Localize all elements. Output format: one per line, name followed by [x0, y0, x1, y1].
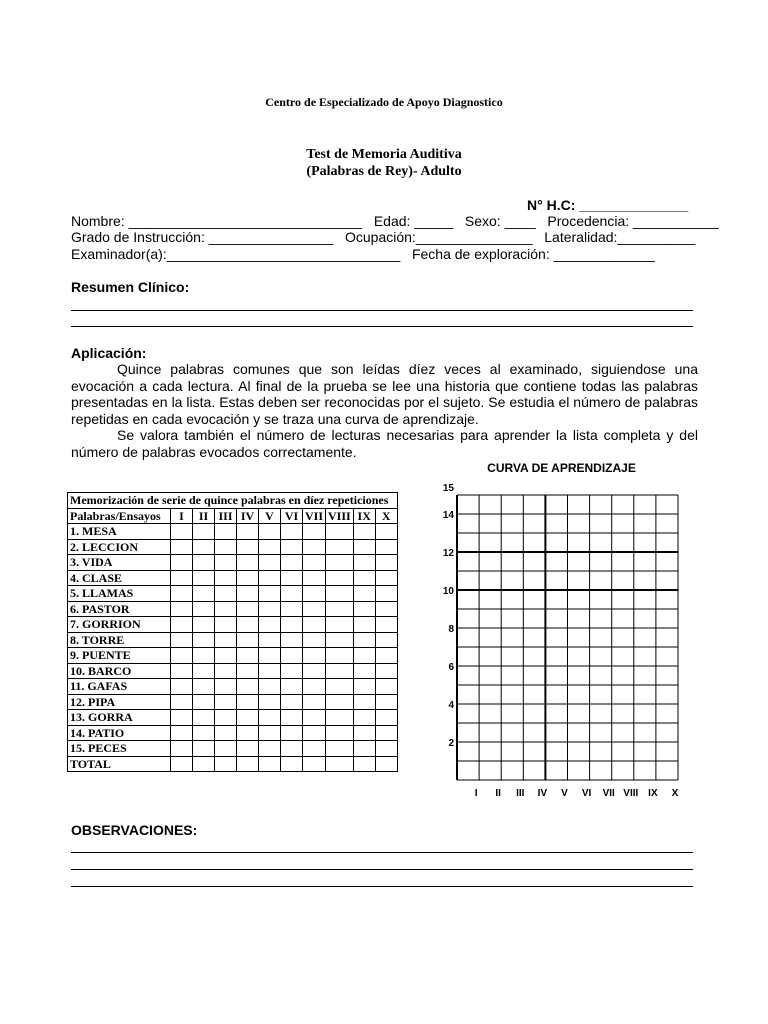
score-cell[interactable]	[193, 601, 215, 617]
x-tick-label: I	[474, 788, 478, 799]
score-cell[interactable]	[353, 679, 375, 695]
score-cell[interactable]	[237, 679, 259, 695]
trial-header: I	[171, 508, 193, 524]
score-cell[interactable]	[259, 741, 281, 757]
score-cell[interactable]	[281, 601, 303, 617]
word-label: 3. VIDA	[68, 555, 171, 571]
score-cell[interactable]	[281, 741, 303, 757]
table-row	[68, 725, 398, 741]
form-row-nombre[interactable]: Nombre: ______________________________ Edad: _____ Sexo: ____ Procedencia: ___________	[71, 213, 719, 229]
score-cell[interactable]	[326, 725, 354, 741]
score-cell[interactable]	[375, 617, 397, 633]
score-cell[interactable]	[215, 694, 237, 710]
word-label: 14. PATIO	[68, 725, 171, 741]
aplicacion-heading: Aplicación:	[71, 345, 147, 361]
score-cell[interactable]	[281, 756, 303, 772]
x-tick-label: V	[561, 788, 568, 799]
word-label: 4. CLASE	[68, 570, 171, 586]
score-cell[interactable]	[326, 679, 354, 695]
score-cell[interactable]	[326, 632, 354, 648]
score-cell[interactable]	[237, 570, 259, 586]
score-cell[interactable]	[259, 694, 281, 710]
table-first-header: Palabras/Ensayos	[68, 508, 171, 524]
table-caption: Memorización de serie de quince palabras en díez repeticiones	[68, 493, 398, 509]
score-cell[interactable]	[193, 756, 215, 772]
y-tick-label: 15	[442, 483, 454, 494]
score-cell[interactable]	[171, 617, 193, 633]
score-cell[interactable]	[353, 756, 375, 772]
score-cell[interactable]	[237, 756, 259, 772]
score-cell[interactable]	[281, 524, 303, 540]
table-row	[68, 679, 398, 695]
score-cell[interactable]	[281, 570, 303, 586]
trial-header: X	[375, 508, 397, 524]
score-cell[interactable]	[215, 524, 237, 540]
score-cell[interactable]	[171, 741, 193, 757]
resumen-line[interactable]	[71, 326, 693, 327]
word-label: 7. GORRION	[68, 617, 171, 633]
score-cell[interactable]	[303, 679, 326, 695]
score-cell[interactable]	[326, 570, 354, 586]
trial-header: IV	[237, 508, 259, 524]
score-cell[interactable]	[303, 586, 326, 602]
aplicacion-paragraph-1: Quince palabras comunes que son leídas díez veces al examinado, siguiendose una evocación a cada lectura. Al final de la prueba se lee una historia que contiene todas las palabras presentadas en la lista. Estas deben ser reconocidas por el sujeto. Se estudia el número de palabras repetidas en cada evocación y se traza una curva de aprendizaje.	[71, 361, 698, 427]
score-cell[interactable]	[281, 617, 303, 633]
score-cell[interactable]	[303, 524, 326, 540]
score-cell[interactable]	[215, 632, 237, 648]
observaciones-line[interactable]	[71, 886, 693, 887]
score-cell[interactable]	[353, 617, 375, 633]
table-row	[68, 632, 398, 648]
score-cell[interactable]	[215, 648, 237, 664]
x-tick-label: VI	[581, 788, 592, 799]
score-cell[interactable]	[303, 539, 326, 555]
score-cell[interactable]	[215, 617, 237, 633]
trial-header: VI	[281, 508, 303, 524]
y-tick-label: 10	[442, 586, 454, 597]
word-label: 13. GORRA	[68, 710, 171, 726]
score-cell[interactable]	[375, 710, 397, 726]
score-cell[interactable]	[171, 648, 193, 664]
score-cell[interactable]	[353, 555, 375, 571]
score-cell[interactable]	[281, 710, 303, 726]
score-cell[interactable]	[375, 756, 397, 772]
y-tick-label: 8	[448, 624, 454, 635]
table-row	[68, 539, 398, 555]
table-body	[68, 524, 398, 772]
score-cell[interactable]	[326, 586, 354, 602]
score-cell[interactable]	[303, 725, 326, 741]
score-cell[interactable]	[259, 725, 281, 741]
score-cell[interactable]	[375, 555, 397, 571]
y-tick-label: 6	[448, 662, 454, 673]
score-cell[interactable]	[171, 694, 193, 710]
y-tick-label: 2	[448, 738, 454, 749]
table-row	[68, 524, 398, 540]
score-cell[interactable]	[326, 555, 354, 571]
word-label: 5. LLAMAS	[68, 586, 171, 602]
word-label: TOTAL	[68, 756, 171, 772]
word-label: 6. PASTOR	[68, 601, 171, 617]
score-cell[interactable]	[237, 710, 259, 726]
observaciones-line[interactable]	[71, 869, 693, 870]
table-row	[68, 601, 398, 617]
trial-header: V	[259, 508, 281, 524]
score-cell[interactable]	[215, 539, 237, 555]
score-cell[interactable]	[259, 570, 281, 586]
score-cell[interactable]	[171, 663, 193, 679]
observaciones-line[interactable]	[71, 852, 693, 853]
score-cell[interactable]	[353, 570, 375, 586]
x-tick-label: III	[516, 788, 525, 799]
table-row	[68, 663, 398, 679]
memorization-table	[67, 492, 398, 772]
table-row	[68, 710, 398, 726]
score-cell[interactable]	[326, 741, 354, 757]
trial-header: IX	[353, 508, 375, 524]
score-cell[interactable]	[171, 539, 193, 555]
table-row	[68, 741, 398, 757]
score-cell[interactable]	[281, 586, 303, 602]
score-cell[interactable]	[215, 570, 237, 586]
score-cell[interactable]	[237, 694, 259, 710]
score-cell[interactable]	[237, 539, 259, 555]
score-cell[interactable]	[193, 570, 215, 586]
score-cell[interactable]	[193, 617, 215, 633]
score-cell[interactable]	[259, 617, 281, 633]
score-cell[interactable]	[215, 555, 237, 571]
aplicacion-paragraph-2: Se valora también el número de lecturas necesarias para aprender la lista completa y del número de palabras evocados correctamente.	[71, 427, 698, 460]
score-cell[interactable]	[171, 632, 193, 648]
score-cell[interactable]	[303, 617, 326, 633]
score-cell[interactable]	[259, 648, 281, 664]
score-cell[interactable]	[375, 648, 397, 664]
score-cell[interactable]	[326, 648, 354, 664]
score-cell[interactable]	[215, 725, 237, 741]
trial-header: VII	[303, 508, 326, 524]
score-cell[interactable]	[237, 617, 259, 633]
score-cell[interactable]	[171, 756, 193, 772]
form-row-examinador[interactable]: Examinador(a):______________________________ Fecha de exploración: _____________	[71, 246, 655, 262]
score-cell[interactable]	[353, 539, 375, 555]
observaciones-heading: OBSERVACIONES:	[71, 822, 198, 838]
score-cell[interactable]	[326, 539, 354, 555]
score-cell[interactable]	[237, 586, 259, 602]
table-row	[68, 570, 398, 586]
learning-curve-chart	[430, 455, 690, 800]
score-cell[interactable]	[171, 710, 193, 726]
score-cell[interactable]	[326, 756, 354, 772]
score-cell[interactable]	[375, 524, 397, 540]
score-cell[interactable]	[259, 586, 281, 602]
score-cell[interactable]	[326, 617, 354, 633]
score-cell[interactable]	[215, 679, 237, 695]
table-row	[68, 586, 398, 602]
score-cell[interactable]	[193, 555, 215, 571]
score-cell[interactable]	[303, 741, 326, 757]
score-cell[interactable]	[353, 586, 375, 602]
resumen-line[interactable]	[71, 310, 693, 311]
score-cell[interactable]	[303, 710, 326, 726]
score-cell[interactable]	[193, 710, 215, 726]
score-cell[interactable]	[215, 710, 237, 726]
aplicacion-text	[71, 361, 698, 460]
score-cell[interactable]	[326, 694, 354, 710]
hc-number-field[interactable]: N° H.C: ______________	[527, 197, 689, 213]
score-cell[interactable]	[237, 555, 259, 571]
score-cell[interactable]	[215, 601, 237, 617]
y-tick-label: 14	[442, 510, 454, 521]
score-cell[interactable]	[375, 694, 397, 710]
score-cell[interactable]	[303, 555, 326, 571]
score-cell[interactable]	[281, 539, 303, 555]
table-row	[68, 555, 398, 571]
score-cell[interactable]	[215, 586, 237, 602]
score-cell[interactable]	[353, 663, 375, 679]
table-row	[68, 617, 398, 633]
score-cell[interactable]	[303, 756, 326, 772]
score-cell[interactable]	[281, 725, 303, 741]
score-cell[interactable]	[193, 663, 215, 679]
score-cell[interactable]	[303, 570, 326, 586]
trial-header: III	[215, 508, 237, 524]
score-cell[interactable]	[259, 524, 281, 540]
test-subtitle: (Palabras de Rey)- Adulto	[306, 164, 462, 179]
x-tick-label: X	[671, 788, 679, 799]
institution-name: Centro de Especializado de Apoyo Diagnostico	[265, 95, 503, 109]
score-cell[interactable]	[215, 756, 237, 772]
score-cell[interactable]	[171, 570, 193, 586]
score-cell[interactable]	[375, 663, 397, 679]
score-cell[interactable]	[353, 694, 375, 710]
resumen-heading: Resumen Clínico:	[71, 279, 190, 295]
score-cell[interactable]	[237, 601, 259, 617]
score-cell[interactable]	[375, 601, 397, 617]
score-cell[interactable]	[281, 555, 303, 571]
y-tick-label: 4	[448, 700, 454, 711]
x-tick-label: VIII	[623, 788, 639, 799]
score-cell[interactable]	[215, 663, 237, 679]
score-cell[interactable]	[171, 555, 193, 571]
score-cell[interactable]	[281, 632, 303, 648]
score-cell[interactable]	[259, 710, 281, 726]
score-cell[interactable]	[215, 741, 237, 757]
score-cell[interactable]	[193, 741, 215, 757]
score-cell[interactable]	[281, 648, 303, 664]
score-cell[interactable]	[259, 555, 281, 571]
form-row-grado[interactable]: Grado de Instrucción: ________________ Ocupación:_______________ Lateralidad:__________	[71, 229, 696, 245]
score-cell[interactable]	[281, 663, 303, 679]
trial-header: II	[193, 508, 215, 524]
score-cell[interactable]	[193, 539, 215, 555]
score-cell[interactable]	[326, 710, 354, 726]
score-cell[interactable]	[259, 679, 281, 695]
score-cell[interactable]	[375, 725, 397, 741]
table-row	[68, 756, 398, 772]
score-cell[interactable]	[353, 601, 375, 617]
table-row	[68, 694, 398, 710]
score-cell[interactable]	[353, 725, 375, 741]
score-cell[interactable]	[193, 586, 215, 602]
score-cell[interactable]	[303, 694, 326, 710]
table-row	[68, 648, 398, 664]
score-cell[interactable]	[375, 586, 397, 602]
table-header-row	[68, 508, 398, 524]
word-label: 10. BARCO	[68, 663, 171, 679]
score-cell[interactable]	[303, 632, 326, 648]
score-cell[interactable]	[171, 601, 193, 617]
x-tick-label: IX	[648, 788, 658, 799]
score-cell[interactable]	[303, 663, 326, 679]
word-label: 8. TORRE	[68, 632, 171, 648]
test-title: Test de Memoria Auditiva	[306, 147, 462, 162]
score-cell[interactable]	[259, 632, 281, 648]
score-cell[interactable]	[237, 663, 259, 679]
word-label: 2. LECCION	[68, 539, 171, 555]
word-label: 11. GAFAS	[68, 679, 171, 695]
word-label: 9. PUENTE	[68, 648, 171, 664]
word-label: 12. PIPA	[68, 694, 171, 710]
score-cell[interactable]	[237, 741, 259, 757]
chart-title: CURVA DE APRENDIZAJE	[487, 461, 636, 475]
score-cell[interactable]	[281, 679, 303, 695]
score-cell[interactable]	[326, 601, 354, 617]
score-cell[interactable]	[237, 725, 259, 741]
score-cell[interactable]	[259, 601, 281, 617]
score-cell[interactable]	[303, 601, 326, 617]
score-cell[interactable]	[259, 663, 281, 679]
score-cell[interactable]	[171, 725, 193, 741]
score-cell[interactable]	[375, 539, 397, 555]
score-cell[interactable]	[259, 756, 281, 772]
score-cell[interactable]	[375, 632, 397, 648]
word-label: 1. MESA	[68, 524, 171, 540]
score-cell[interactable]	[237, 648, 259, 664]
score-cell[interactable]	[353, 710, 375, 726]
x-tick-label: IV	[537, 788, 548, 799]
score-cell[interactable]	[326, 663, 354, 679]
score-cell[interactable]	[281, 694, 303, 710]
y-tick-label: 12	[442, 548, 454, 559]
score-cell[interactable]	[326, 524, 354, 540]
score-cell[interactable]	[353, 741, 375, 757]
score-cell[interactable]	[353, 648, 375, 664]
score-cell[interactable]	[375, 570, 397, 586]
score-cell[interactable]	[171, 679, 193, 695]
score-cell[interactable]	[171, 586, 193, 602]
score-cell[interactable]	[193, 679, 215, 695]
score-cell[interactable]	[171, 524, 193, 540]
score-cell[interactable]	[193, 632, 215, 648]
score-cell[interactable]	[353, 524, 375, 540]
x-tick-label: II	[495, 788, 501, 799]
score-cell[interactable]	[237, 524, 259, 540]
score-cell[interactable]	[353, 632, 375, 648]
score-cell[interactable]	[193, 725, 215, 741]
score-cell[interactable]	[375, 741, 397, 757]
score-cell[interactable]	[193, 648, 215, 664]
word-label: 15. PECES	[68, 741, 171, 757]
trial-header: VIII	[326, 508, 354, 524]
score-cell[interactable]	[237, 632, 259, 648]
score-cell[interactable]	[375, 679, 397, 695]
score-cell[interactable]	[303, 648, 326, 664]
score-cell[interactable]	[193, 694, 215, 710]
score-cell[interactable]	[259, 539, 281, 555]
score-cell[interactable]	[193, 524, 215, 540]
x-tick-label: VII	[602, 788, 615, 799]
